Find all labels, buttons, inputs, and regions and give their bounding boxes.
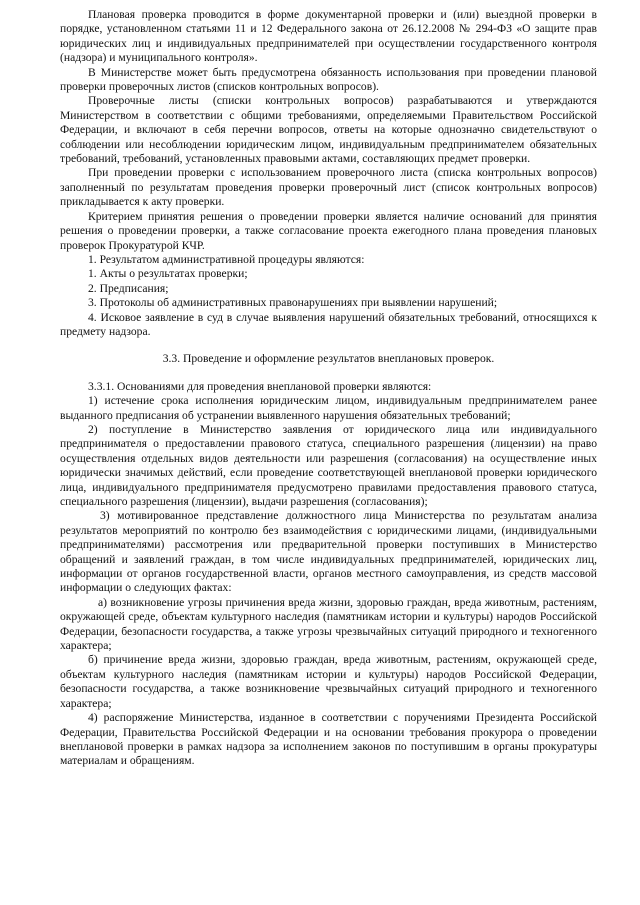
grounds-item-1: 1) истечение срока исполнения юридическим лицом, индивидуальным предпринимателем ранее выданного предписания об устранении выявленного нарушения обязательных требований; [60,394,597,422]
paragraph-scheduled-inspection: Плановая проверка проводится в форме документарной проверки и (или) выездной проверки в порядке, установленном статьями 11 и 12 Федерального закона от 26.12.2008 № 294-ФЗ «О защите прав юридических лиц и индивидуальных предпринимателей при осуществлении государственного контроля (надзора) и муниципального контроля». [60,8,597,65]
paragraph-decision-criterion: Критерием принятия решения о проведении проверки является наличие оснований для принятия решения о проведении проверки, а также согласование проекта ежегодного плана проведения плановых проверок Прокуратурой КЧР. [60,209,597,252]
paragraph-checklist-attachment: При проведении проверки с использованием проверочного листа (списка контрольных вопросов) заполненный по результатам проведения проверки проверочный лист (список контрольных вопросов) прикладывается к акту проверки. [60,166,597,209]
list-item-orders: 2. Предписания; [88,281,169,295]
section-spacer [60,367,597,380]
grounds-subitem-b: б) причинение вреда жизни, здоровью граждан, вреда животным, растениям, окружающей среде, объектам культурного наследия (памятникам истории и культуры) народов Российской Федерации, безопасности государства, а также возникновение чрезвычайных ситуаций природного и техногенного характера; [60,653,597,710]
list-item-protocols: 3. Протоколы об административных правонарушениях при выявлении нарушений; [88,296,498,310]
paragraph-checklist-development: Проверочные листы (списки контрольных вопросов) разрабатываются и утверждаются Министерством в соответствии с общими требованиями, определяемыми Правительством Российской Федерации, и включают в себя перечни вопросов, ответы на которые однозначно свидетельствуют о соблюдении или несоблюдении юридическим лицом, индивидуальным предпринимателем обязательных требований, требований, установленных правовыми актами, составляющих предмет проверки. [60,94,597,166]
grounds-item-2: 2) поступление в Министерство заявления от юридического лица или индивидуального предпринимателя о предоставлении правового статуса, специального разрешения (лицензии) на право осуществления отдельных видов деятельности или разрешения (согласования) на осуществление иных юридически значимых действий, если проведение соответствующей внеплановой проверки юридического лица, индивидуального предпринимателя предусмотрено правилами предоставления правового статуса, специального разрешения (лицензии), выдачи разрешения (согласования); [60,422,597,508]
grounds-item-4: 4) распоряжение Министерства, изданное в соответствии с поручениями Президента Российской Федерации, Правительства Российской Федерации и на основании требования прокурора о проведении внеплановой проверки в рамках надзора за исполнением законов по поступившим в органы прокуратуры материалам и обращениям. [60,711,597,768]
grounds-subitem-a: а) возникновение угрозы причинения вреда жизни, здоровью граждан, вреда животным, растениям, окружающей среде, объектам культурного наследия (памятникам истории и культуры) народов Российской Федерации, безопасности государства, а также угрозы чрезвычайных ситуаций природного и техногенного характера; [60,595,597,653]
paragraph-results-intro: 1. Результатом административной процедуры являются: [88,252,365,266]
paragraph-grounds-intro: 3.3.1. Основаниями для проведения внеплановой проверки являются: [88,379,432,393]
grounds-item-3: 3) мотивированное представление должностного лица Министерства по результатам анализа результатов мероприятий по контролю без взаимодействия с юридическими лицами, (индивидуальными предпринимателями) рассмотрения или предварительной проверки поступивших в Министерство обращений и заявлений граждан, в том числе индивидуальных предпринимателей, юридических лиц, информации от органов государственной власти, органов местного самоуправления, из средств массовой информации о следующих фактах: [60,509,597,595]
section-heading: 3.3. Проведение и оформление результатов внеплановых проверок. [162,352,495,366]
section-spacer [60,339,597,352]
paragraph-checklist-obligation: В Министерстве может быть предусмотрена обязанность использования при проведении плановой проверки проверочных листов (списков контрольных вопросов). [60,65,597,94]
document-page [60,8,597,769]
list-item-lawsuit: 4. Исковое заявление в суд в случае выявления нарушений обязательных требований, относящихся к предмету надзора. [60,310,597,338]
list-item-acts: 1. Акты о результатах проверки; [88,267,248,281]
